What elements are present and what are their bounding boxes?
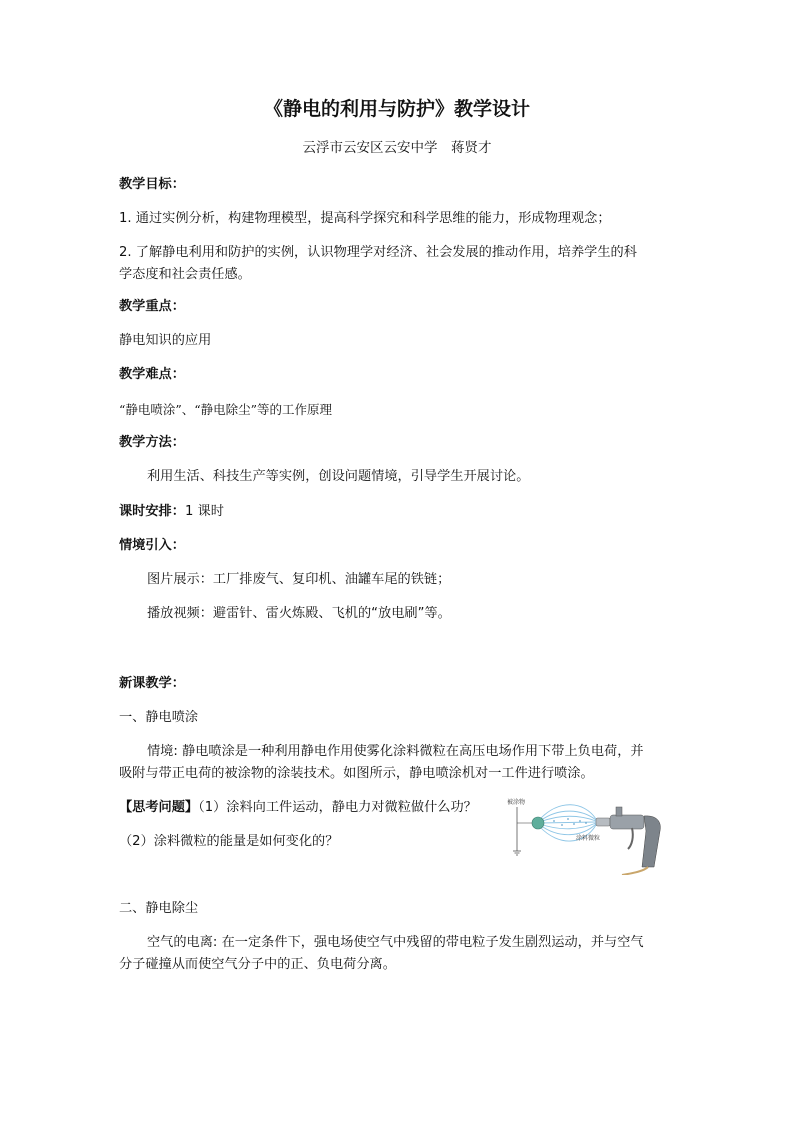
schedule-line [119, 503, 224, 520]
schedule-heading: 课时安排： [119, 504, 185, 519]
methods-heading: 教学方法： [119, 435, 185, 450]
question-line-1 [119, 799, 477, 816]
section2-para-line-2: 分子碰撞从而使空气分子中的正、负电荷分离。 [119, 957, 396, 972]
schedule-text: 1 课时 [184, 504, 224, 519]
section1-para-line-2: 吸附与带正电荷的被涂物的涂装技术。如图所示，静电喷涂机对一工件进行喷涂。 [119, 766, 594, 781]
objective-item-1: 1. 通过实例分析，构建物理模型，提高科学探究和科学思维的能力，形成物理观念； [119, 211, 611, 226]
section2-para-line-1: 空气的电离: 在一定条件下，强电场使空气中残留的带电粒子发生剧烈运动，并与空气 [147, 935, 644, 950]
objective-item-2: 2. 了解静电利用和防护的实例，认识物理学对经济、社会发展的推动作用，培养学生的科 [119, 245, 637, 260]
workpiece-ball [532, 817, 544, 829]
spray-gun-figure [504, 797, 674, 875]
workpiece-label: 被涂物 [507, 799, 526, 806]
section1-title: 一、静电喷涂 [119, 710, 199, 725]
methods-text: 利用生活、科技生产等实例，创设问题情境，引导学生开展讨论。 [147, 469, 530, 484]
section1-para-line-1: 情境: 静电喷涂是一种利用静电作用使雾化涂料微粒在高压电场作用下带上负电荷，并 [147, 744, 644, 759]
key-points-text: 静电知识的应用 [119, 333, 212, 348]
spray-gun [596, 807, 660, 875]
objectives-heading: 教学目标： [119, 177, 185, 192]
question-2: （2）涂料微粒的能量是如何变化的？ [119, 834, 339, 849]
question-label: 【思考问题】 [119, 800, 199, 815]
document-title: 《静电的利用与防护》教学设计 [263, 98, 530, 120]
question-1: （1）涂料向工件运动，静电力对微粒做什么功？ [198, 800, 477, 815]
author-line: 云浮市云安区云安中学 蒋贤才 [302, 140, 492, 156]
intro-line-2: 播放视频：避雷针、雷火炼殿、飞机的“放电刷”等。 [147, 606, 451, 621]
new-lesson-heading: 新课教学： [119, 676, 185, 691]
difficulties-heading: 教学难点： [119, 367, 185, 382]
intro-line-1: 图片展示：工厂排废气、复印机、油罐车尾的铁链； [147, 572, 451, 587]
key-points-heading: 教学重点： [119, 299, 185, 314]
objective-item-2-cont: 学态度和社会责任感。 [119, 267, 251, 282]
particles-label: 涂料微粒 [576, 835, 601, 842]
difficulties-text: “静电喷涂”、“静电除尘”等的工作原理 [119, 402, 333, 417]
section2-title: 二、静电除尘 [119, 901, 199, 916]
intro-heading: 情境引入： [119, 538, 185, 553]
